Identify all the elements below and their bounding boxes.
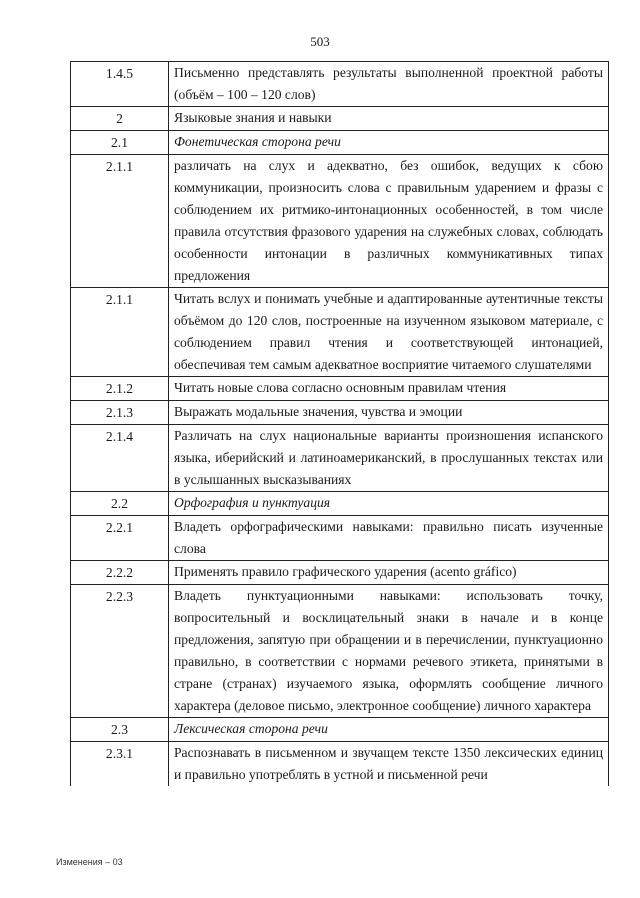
table-row [71,561,609,585]
table-row [71,377,609,401]
page-number: 503 [310,34,330,49]
table-row [71,131,609,155]
table-row [71,288,609,377]
row-number: 2.2.1 [71,516,169,561]
row-text: Применять правило графического ударения (acento gráfico) [169,561,609,585]
row-number: 2.1 [71,131,169,155]
row-number: 2.2.3 [71,585,169,718]
row-text: различать на слух и адекватно, без ошибок, ведущих к сбою коммуникации, произносить слова с правильным ударением и фразы с соблюдением их ритмико-интонационных особенностей, в том числе правила отсутствия фразового ударения на служебных словах, соблюдать особенности интонации в различных коммуникативных типах предложения [169,155,609,288]
requirements-table [70,61,609,786]
row-text: Выражать модальные значения, чувства и эмоции [169,401,609,425]
row-number: 1.4.5 [71,62,169,107]
table-body [71,62,609,787]
row-number: 2.1.4 [71,425,169,492]
row-text: Письменно представлять результаты выполненной проектной работы (объём – 100 – 120 слов) [169,62,609,107]
table-row [71,155,609,288]
row-number: 2.1.1 [71,288,169,377]
table-row [71,718,609,742]
section-heading: Орфография и пунктуация [169,492,609,516]
table-row [71,62,609,107]
table-row [71,585,609,718]
row-text: Различать на слух национальные варианты произношения испанского языка, иберийский и латиноамериканский, в прослушанных текстах или в услышанных высказываниях [169,425,609,492]
row-text: Владеть орфографическими навыками: правильно писать изученные слова [169,516,609,561]
row-text: Читать вслух и понимать учебные и адаптированные аутентичные тексты объёмом до 120 слов, построенные на изученном языковом материале, с соблюдением правил чтения и соответствующей интонацией, обеспечивая тем самым адекватное восприятие читаемого слушателями [169,288,609,377]
table-row [71,401,609,425]
table-row [71,425,609,492]
row-number: 2.2.2 [71,561,169,585]
row-text: Читать новые слова согласно основным правилам чтения [169,377,609,401]
row-number: 2.3 [71,718,169,742]
footer-revision: Изменения – 03 [56,857,123,867]
row-text: Распознавать в письменном и звучащем тексте 1350 лексических единиц и правильно употреблять в устной и письменной речи [169,742,609,787]
section-heading: Лексическая сторона речи [169,718,609,742]
table-row [71,492,609,516]
row-text: Языковые знания и навыки [169,107,609,131]
row-number: 2 [71,107,169,131]
row-number: 2.1.1 [71,155,169,288]
row-number: 2.1.3 [71,401,169,425]
table-row [71,516,609,561]
table-row [71,742,609,787]
row-number: 2.2 [71,492,169,516]
row-text: Владеть пунктуационными навыками: использовать точку, вопросительный и восклицательный знаки в начале и в конце предложения, запятую при обращении и в перечислении, пунктуационно правильно, в соответствии с нормами речевого этикета, принятыми в стране (странах) изучаемого языка, оформлять сообщение личного характера (деловое письмо, электронное сообщение) личного характера [169,585,609,718]
section-heading: Фонетическая сторона речи [169,131,609,155]
row-number: 2.3.1 [71,742,169,787]
table-row [71,107,609,131]
row-number: 2.1.2 [71,377,169,401]
